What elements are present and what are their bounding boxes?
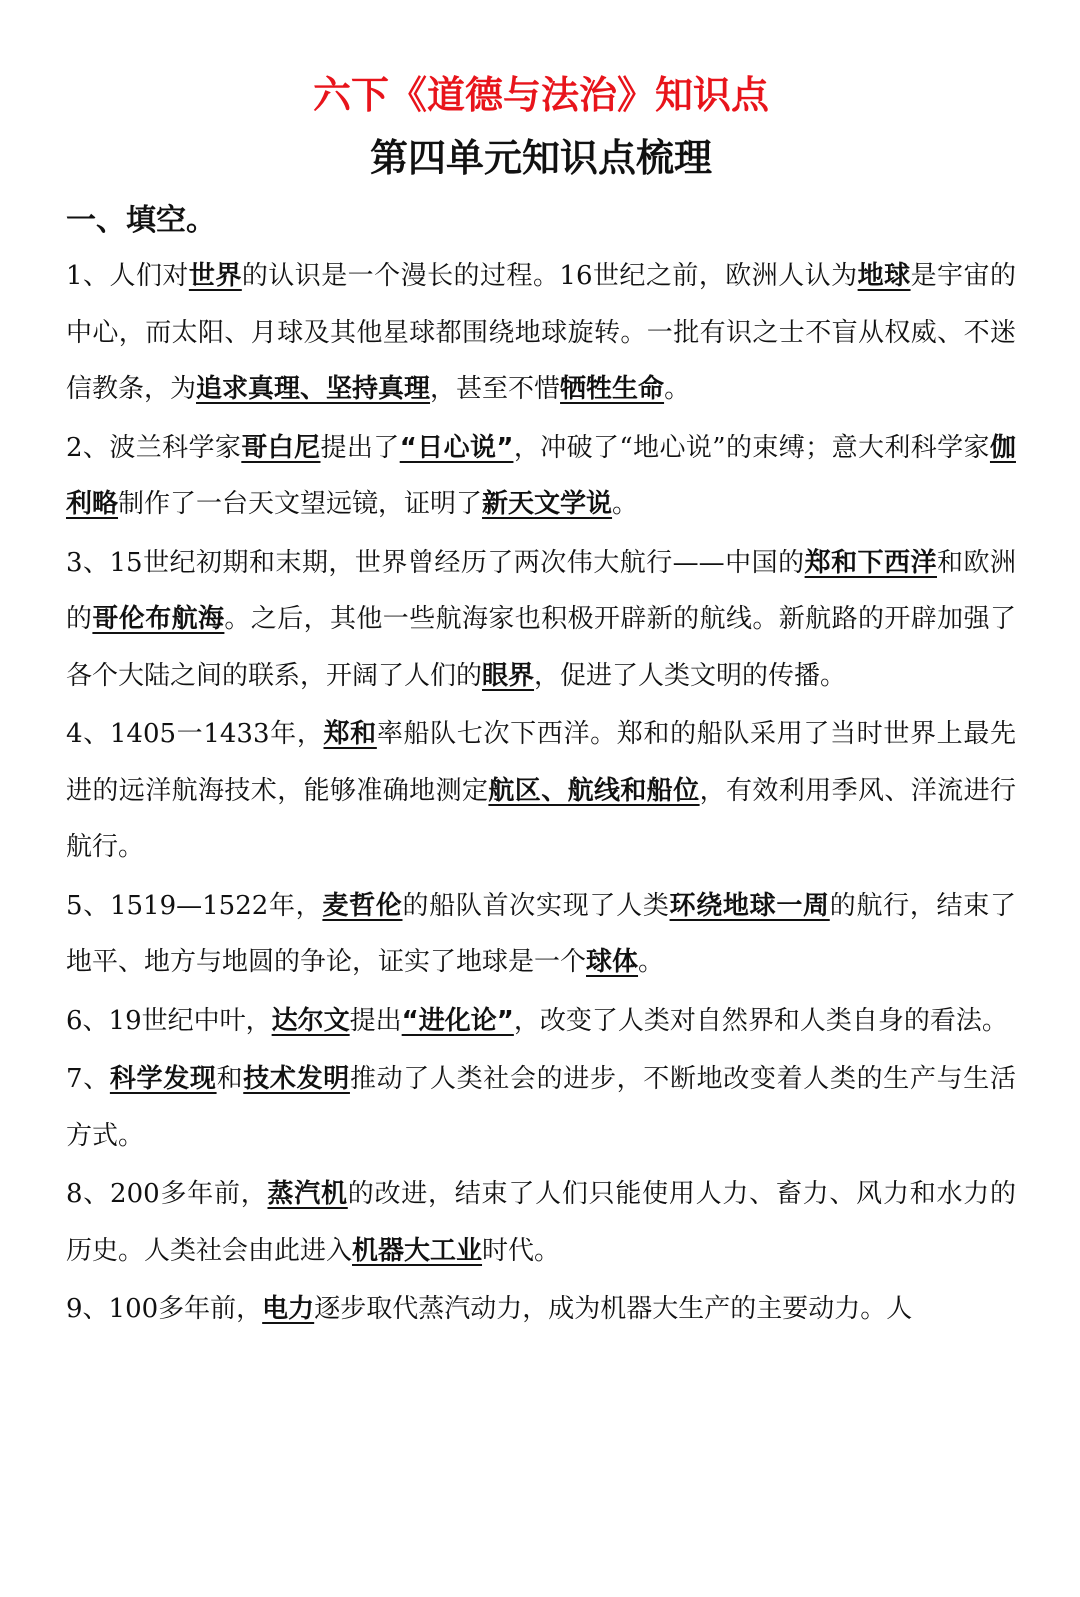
list-item (66, 1051, 1016, 1164)
item-text: ，促进了人类文明的传播。 (534, 660, 847, 691)
item-text: 的航行，结束了地平、地方与地圆的争论，证实了地球是一个 (66, 890, 1016, 977)
answer-blank: 科学发现 (109, 1064, 217, 1094)
answer-blank: 新天文学说 (482, 489, 613, 519)
item-text: 。之后，其他一些航海家也积极开辟新的航线。新航路的开辟加强了各个大陆之间的联系，开阔了人们的 (66, 604, 1016, 691)
answer-blank: 环绕地球一周 (669, 890, 830, 921)
item-text: 逐步取代蒸汽动力，成为机器大生产的主要动力。人 (314, 1294, 913, 1324)
answer-blank: 机器大工业 (352, 1235, 483, 1266)
item-text: 5、1519—1522年， (66, 890, 323, 921)
item-text: 9、100多年前， (66, 1294, 263, 1324)
item-text: 提出了 (320, 432, 400, 463)
item-text: 。 (638, 947, 665, 977)
list-item (66, 1281, 1016, 1338)
answer-blank: 球体 (586, 947, 639, 977)
list-item (66, 420, 1016, 533)
item-text: 推动了人类社会的进步，不断地改变着人类的生产与生活方式。 (66, 1064, 1016, 1151)
list-item (66, 993, 1016, 1050)
item-text: 6、19世纪中叶， (66, 1005, 272, 1036)
answer-blank: 哥白尼 (241, 432, 321, 463)
list-item (66, 1166, 1016, 1279)
page-title: 六下《道德与法治》知识点 (312, 73, 769, 117)
answer-blank: “日心说” (399, 432, 514, 463)
answer-blank: 麦哲伦 (322, 890, 403, 921)
item-text: 的认识是一个漫长的过程。16世纪之前，欧洲人认为 (241, 261, 858, 291)
list-item (66, 535, 1016, 705)
item-text: 时代。 (482, 1235, 561, 1266)
item-text: ，有效利用季风、洋流进行航行。 (66, 775, 1016, 862)
item-text: 8、200多年前， (66, 1179, 268, 1209)
answer-blank: 郑和下西洋 (804, 547, 937, 578)
item-text: 2、波兰科学家 (66, 432, 242, 463)
item-text: 的船队首次实现了人类 (402, 890, 670, 921)
item-text: 制作了一台天文望远镜，证明了 (118, 489, 483, 519)
answer-blank: 伽利略 (66, 432, 1016, 519)
list-item (66, 248, 1016, 418)
answer-blank: 眼界 (482, 660, 535, 691)
item-text: 是宇宙的中心，而太阳、月球及其他星球都围绕地球旋转。一批有识之士不盲从权威、不迷信教条，为 (66, 261, 1016, 404)
item-text: 4、1405一1433年， (66, 719, 324, 749)
item-text: 7、 (66, 1064, 110, 1094)
answer-blank: 郑和 (323, 719, 377, 749)
item-text: ，甚至不惜 (430, 374, 561, 404)
section-heading: 一、填空。 (66, 203, 216, 238)
item-text: 3、15世纪初期和末期，世界曾经历了两次伟大航行——中国的 (66, 547, 805, 578)
answer-blank: 世界 (188, 261, 242, 291)
fill-in-list (66, 248, 1016, 1338)
item-text: 和 (216, 1064, 244, 1094)
answer-blank: 哥伦布航海 (92, 604, 225, 634)
item-text: 。 (612, 489, 639, 519)
item-text: 1、人们对 (66, 261, 189, 291)
item-text: 率船队七次下西洋。郑和的船队采用了当时世界上最先进的远洋航海技术，能够准确地测定 (66, 719, 1016, 806)
page-subtitle: 第四单元知识点梳理 (369, 135, 712, 180)
answer-blank: 航区、航线和船位 (488, 775, 700, 806)
item-text: 提出 (349, 1005, 402, 1036)
answer-blank: 蒸汽机 (267, 1179, 348, 1209)
answer-blank: 电力 (262, 1294, 315, 1324)
answer-blank: “进化论” (401, 1005, 514, 1036)
answer-blank: 达尔文 (271, 1005, 350, 1036)
list-item (66, 706, 1016, 876)
answer-blank: 追求真理、坚持真理 (196, 374, 431, 404)
item-text: 的改进，结束了人们只能使用人力、畜力、风力和水力的历史。人类社会由此进入 (66, 1179, 1016, 1266)
answer-blank: 牺牲生命 (560, 374, 665, 404)
document-page (0, 70, 1080, 1597)
item-text: 和欧洲的 (66, 547, 1016, 634)
item-text: ，冲破了“地心说”的束缚；意大利科学家 (513, 432, 990, 463)
item-text: ，改变了人类对自然界和人类自身的看法。 (513, 1005, 1008, 1036)
answer-blank: 地球 (857, 261, 911, 291)
item-text: 。 (664, 374, 691, 404)
list-item (66, 878, 1016, 991)
answer-blank: 技术发明 (243, 1064, 350, 1094)
